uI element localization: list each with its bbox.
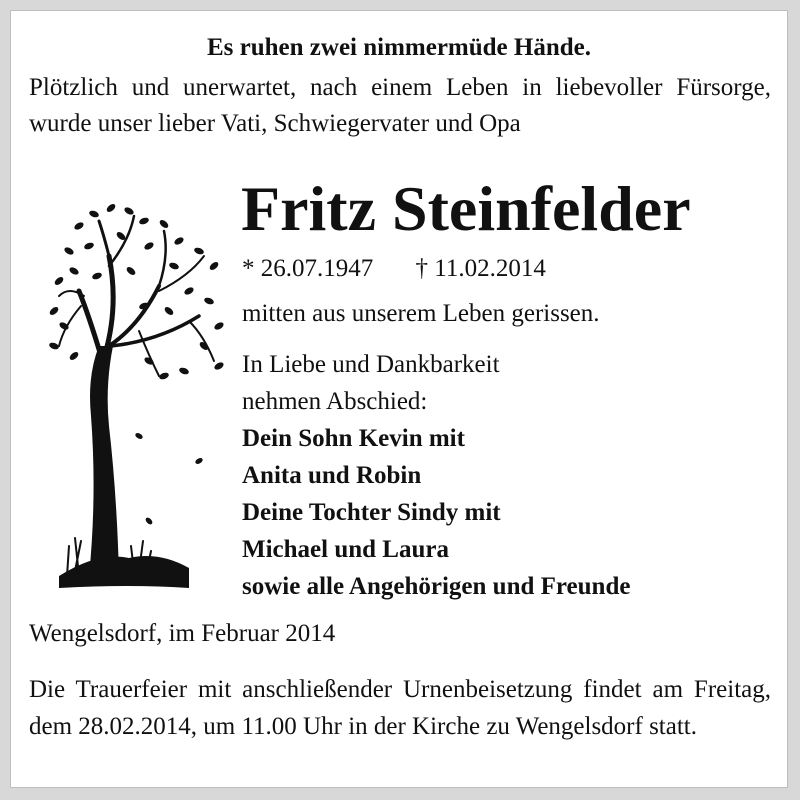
mourners-block [242,346,782,605]
farewell-line: In Liebe und Dankbarkeit [242,351,500,378]
heading: Es ruhen zwei nimmermüde Hände. [206,34,592,61]
mourner-line: Anita und Robin [242,462,422,489]
service-info: Die Trauerfeier mit anschließender Urnenbeisetzung findet am Freitag, dem 28.02.2014, um 11.00 Uhr in der Kirche zu Wengelsdorf statt. [29,676,771,740]
farewell-line: nehmen Abschied: [242,388,428,415]
intro-text: Plötzlich und unerwartet, nach einem Leben in liebevoller Fürsorge, wurde unser lieber Vati, Schwiegervater und Opa [29,74,771,137]
life-dates [242,251,546,287]
tree-icon [39,196,239,596]
deceased-name: Fritz Steinfelder [241,173,691,244]
birth-date: * 26.07.1947 [242,255,374,282]
death-date: † 11.02.2014 [415,255,546,282]
torn-text: mitten aus unserem Leben gerissen. [242,300,600,327]
mourner-line: Deine Tochter Sindy mit [242,499,501,526]
mourner-line: sowie alle Angehörigen und Freunde [242,573,631,600]
mourner-line: Dein Sohn Kevin mit [242,425,465,452]
mourner-line: Michael und Laura [242,536,449,563]
obituary-notice [10,10,788,788]
place-date: Wengelsdorf, im Februar 2014 [29,620,336,647]
